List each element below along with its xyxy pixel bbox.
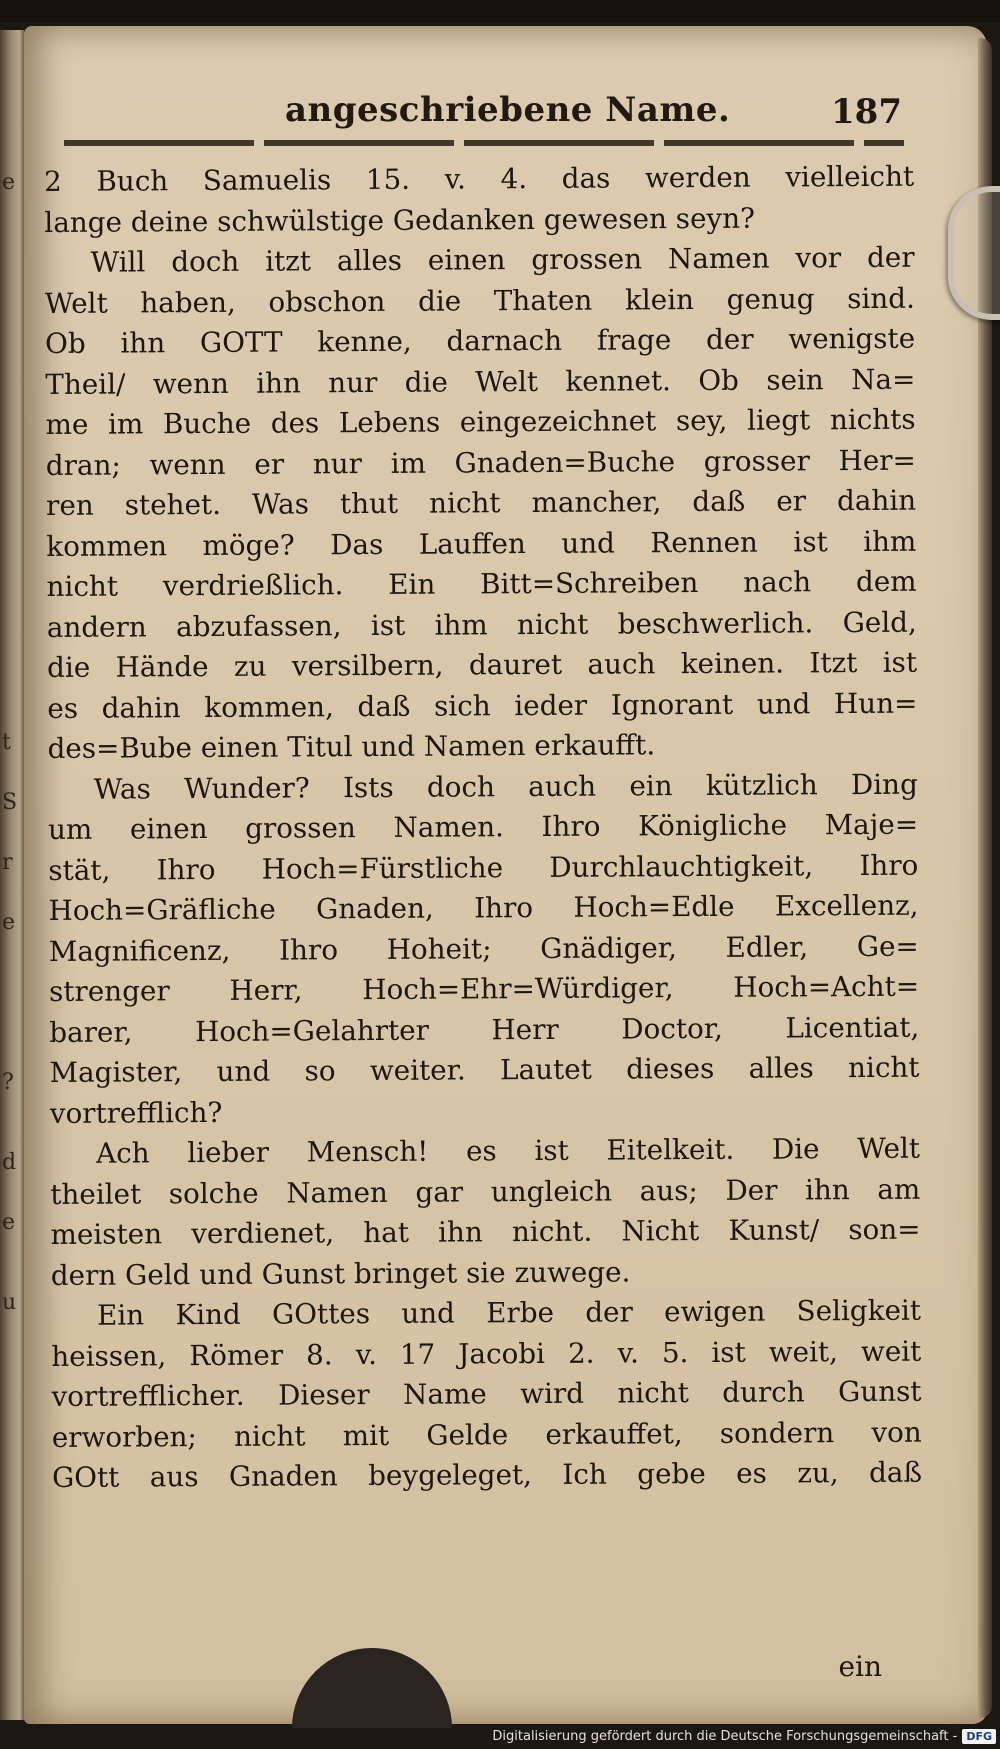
- catchword: ein: [838, 1650, 882, 1683]
- text-line: Ach lieber Mensch! es ist Eitelkeit. Die Welt: [95, 1131, 921, 1170]
- text-line: vortrefflicher. Dieser Name wird nicht durch Gunst: [51, 1374, 922, 1413]
- text-line: barer, Hoch=Gelahrter Herr Doctor, Licentiat,: [49, 1010, 920, 1049]
- facing-page-edge: e t S r e ? d e u: [0, 30, 24, 1720]
- text-line: Magister, und so weiter. Lautet dieses alles nicht: [49, 1050, 920, 1089]
- text-line: dran; wenn er nur im Gnaden=Buche grosser Her=: [45, 443, 916, 482]
- text-line: erworben; nicht mit Gelde erkauffet, sondern von: [51, 1415, 922, 1454]
- text-line: Theil/ wenn ihn nur die Welt kennet. Ob sein Na=: [45, 362, 916, 401]
- text-line: Ob ihn GOTT kenne, darnach frage der wenigste: [45, 321, 916, 360]
- scan-top-edge: [0, 0, 1000, 22]
- text-line: Welt haben, obschon die Thaten klein genug sind.: [44, 281, 915, 320]
- text-line: die Hände zu versilbern, dauret auch keinen. Itzt ist: [46, 645, 918, 684]
- running-head: angeschriebene Name.: [285, 90, 731, 130]
- text-line: GOtt aus Gnaden beygeleget, Ich gebe es zu, daß: [51, 1455, 923, 1494]
- text-line: meisten verdienet, hat ihn nicht. Nicht Kunst/ son=: [50, 1212, 921, 1251]
- text-line: Was Wunder? Ists doch auch ein kützlich Ding: [93, 767, 918, 806]
- text-line: strenger Herr, Hoch=Ehr=Würdiger, Hoch=Acht=: [48, 969, 920, 1008]
- page-number: 187: [831, 92, 902, 132]
- text-line: ren stehet. Was thut nicht mancher, daß er dahin: [45, 483, 917, 522]
- text-line: heissen, Römer 8. v. 17 Jacobi 2. v. 5. ist weit, weit: [51, 1334, 922, 1373]
- dfg-logo: DFG: [962, 1729, 996, 1744]
- text-line: theilet solche Namen gar ungleich aus; Der ihn am: [50, 1172, 921, 1211]
- text-line: dern Geld und Gunst bringet sie zuwege.: [50, 1254, 631, 1292]
- text-line: Hoch=Gräfliche Gnaden, Ihro Hoch=Edle Excellenz,: [48, 888, 919, 927]
- text-line: es dahin kommen, daß sich ieder Ignorant und Hun=: [47, 686, 918, 725]
- text-line: lange deine schwülstige Gedanken gewesen seyn?: [44, 201, 756, 239]
- text-line: vortrefflich?: [49, 1095, 223, 1130]
- header-rule: [64, 140, 904, 146]
- text-line: des=Bube einen Titul und Namen erkaufft.: [47, 728, 656, 765]
- text-line: um einen grossen Namen. Ihro Königliche Maje=: [47, 807, 919, 846]
- text-line: stät, Ihro Hoch=Fürstliche Durchlauchtigkeit, Ihro: [48, 848, 919, 887]
- text-line: me im Buche des Lebens eingezeichnet sey, liegt nichts: [45, 402, 916, 441]
- digitization-footer: [492, 1726, 996, 1746]
- text-line: andern abzufassen, ist ihm nicht beschwerlich. Geld,: [46, 605, 917, 644]
- text-line: Magnificenz, Ihro Hoheit; Gnädiger, Edler, Ge=: [48, 929, 919, 968]
- page-header: [60, 90, 908, 136]
- body-text: [44, 157, 922, 1499]
- text-line: 2 Buch Samuelis 15. v. 4. das werden vielleicht: [44, 159, 915, 198]
- text-line: nicht verdrießlich. Ein Bitt=Schreiben nach dem: [46, 564, 917, 603]
- text-line: Ein Kind GOttes und Erbe der ewigen Seligkeit: [96, 1293, 922, 1332]
- funding-note: Digitalisierung gefördert durch die Deutsche Forschungsgemeinschaft -: [492, 1728, 958, 1744]
- text-line: Will doch itzt alles einen grossen Namen vor der: [90, 240, 915, 279]
- text-line: kommen möge? Das Lauffen und Rennen ist ihm: [46, 524, 917, 563]
- page-clip: [948, 186, 1000, 320]
